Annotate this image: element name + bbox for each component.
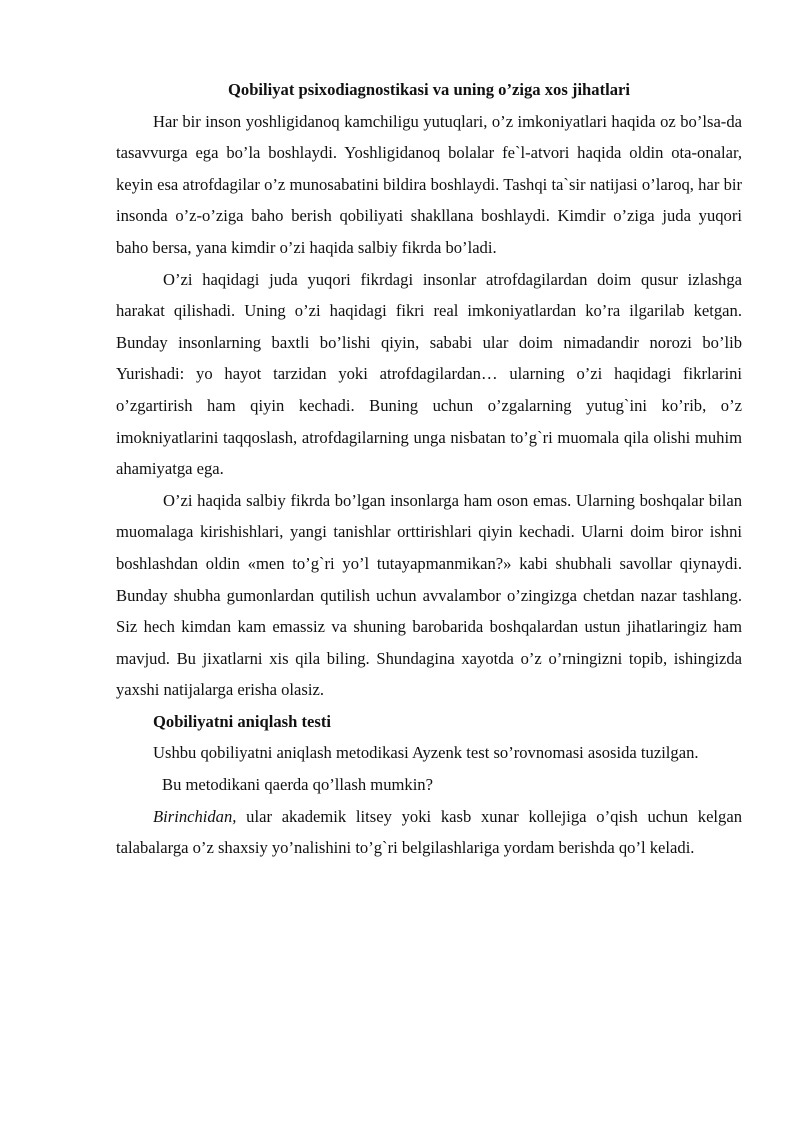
paragraph-last-text: ular akademik litsey yoki kasb xunar kollejiga o’qish uchun kelgan talabalarga o’z shaxsiy yo’nalishini to’g`ri belgilashlariga yordam berishda qo’l keladi. [116,806,742,858]
paragraph-3: O’zi haqida salbiy fikrda bo’lgan insonlarga ham oson emas. Ularning boshqalar bilan muomalaga kirishishlari, yangi tanishlar orttirishlari qiyin kechadi. Ularni doim biror ishni boshlashdan oldin «men to’g`ri yo’l tutayapmanmikan?» kabi shubhali savollar qiynaydi. Bunday shubha gumonlardan qutilish uchun avvalambor o’zingizga chetdan nazar tashlang. Siz hech kimdan kam emassiz va shuning barobarida boshqalardan ustun jihatlaringiz ham mavjud. Bu jixatlarni xis qila biling. Shundagina xayotda o’z o’rningizni topib, ishingizda yaxshi natijalarga erisha olasiz. [116,490,742,700]
paragraph-1: Har bir inson yoshligidanoq kamchiligu yutuqlari, o’z imkoniyatlari haqida oz bo’lsa-da tasavvurga ega bo’la boshlaydi. Yoshligidanoq bolalar fe`l-atvori haqida oldin ota-onalar, keyin esa atrofdagilar o’z munosabatini bildira boshlaydi. Tashqi ta`sir natijasi o’laroq, har bir insonda o’z-o’ziga baho berish qobiliyati shakllana boshlaydi. Kimdir o’ziga juda yuqori baho bersa, yana kimdir o’zi haqida salbiy fikrda bo’ladi. [116,111,742,257]
document-title: Qobiliyat psixodiagnostikasi va uning o’ziga xos jihatlari [227,80,630,99]
document-page [116,74,742,864]
paragraph-last [116,801,742,864]
lead-word: Birinchidan, [153,806,237,826]
question-line: Bu metodikani qaerda qo’llash mumkin? [162,775,433,795]
intro-paragraph: Ushbu qobiliyatni aniqlash metodikasi Ayzenk test so’rovnomasi asosida tuzilgan. [153,743,699,763]
section-heading: Qobiliyatni aniqlash testi [153,711,331,731]
paragraph-2: O’zi haqidagi juda yuqori fikrdagi insonlar atrofdagilardan doim qusur izlashga harakat qilishadi. Uning o’zi haqidagi fikri real imkoniyatlardan ko’ra ilgarilab ketgan. Bunday insonlarning baxtli bo’lishi qiyin, sababi ular doim nimadandir norozi bo’lib Yurishadi: yo hayot tarzidan yoki atrofdagilardan… ularning o’zi haqidagi fikrlarini o’zgartirish ham qiyin kechadi. Buning uchun o’zgalarning yutug`ini ko’rib, o’z imokniyatlarini taqqoslash, atrofdagilarning unga nisbatan to’g`ri muomala qila olishi muhim ahamiyatga ega. [116,269,742,479]
